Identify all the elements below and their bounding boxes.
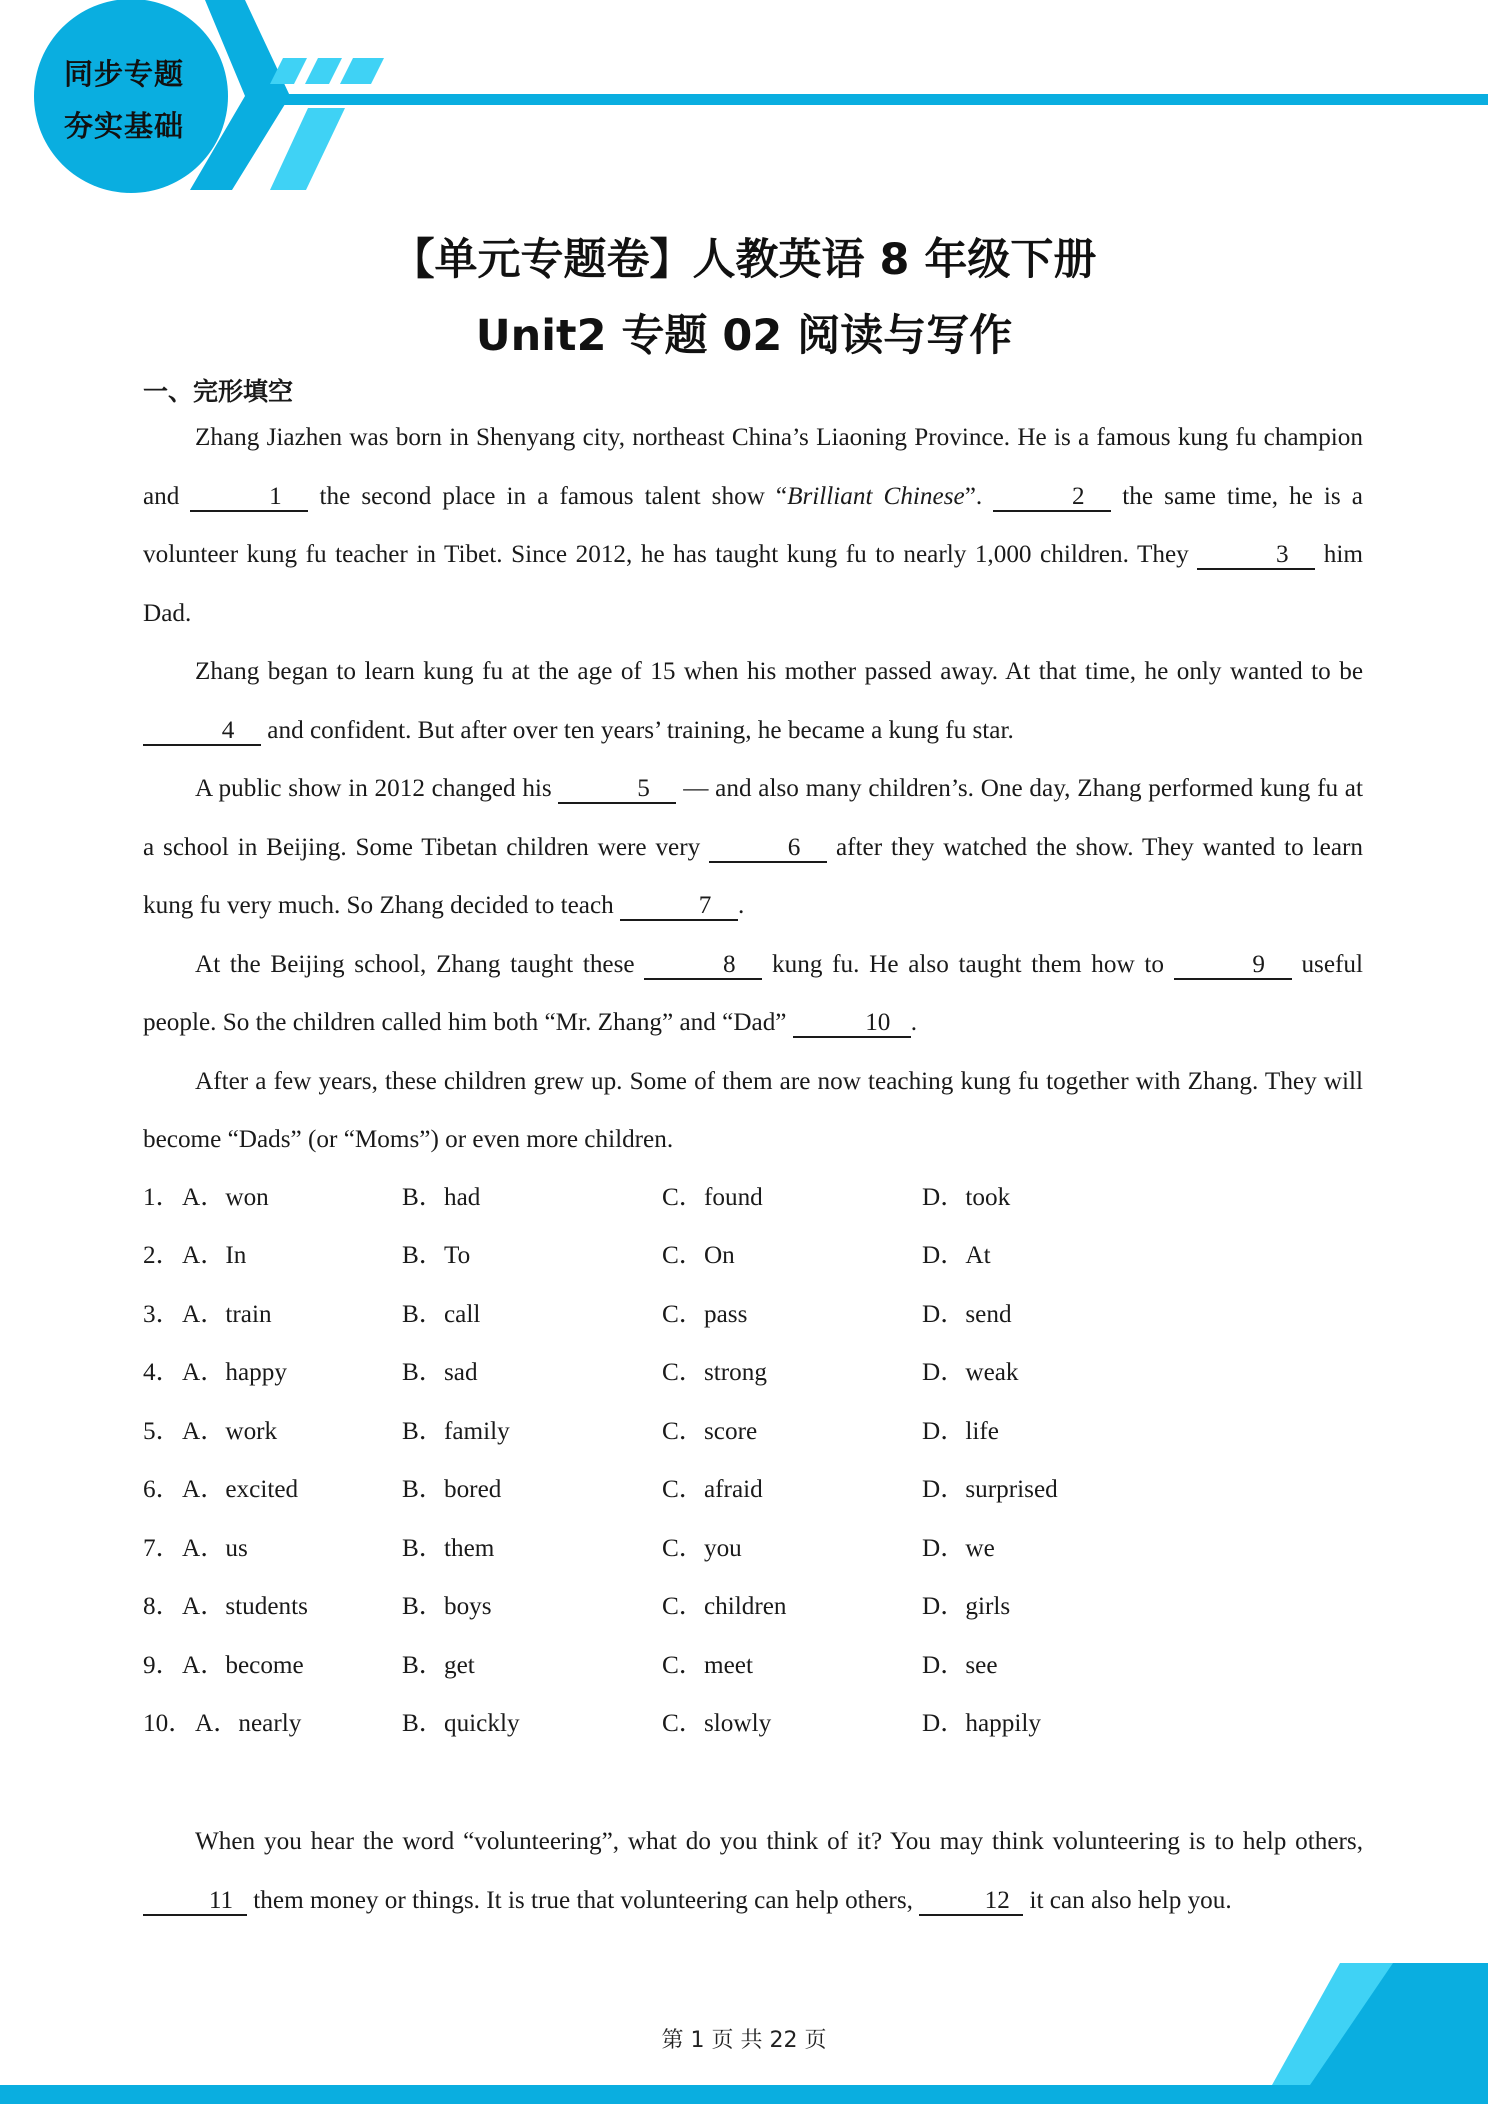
question-number: 7． <box>143 1535 181 1562</box>
paragraph-2 <box>143 643 1363 760</box>
option-d: D．happily <box>922 1710 1041 1737</box>
option-c: C．you <box>662 1535 742 1562</box>
option-a: A．excited <box>182 1476 299 1503</box>
option-a: A．In <box>182 1242 247 1269</box>
option-d: D．we <box>922 1535 995 1562</box>
option-c: C．children <box>662 1593 787 1620</box>
option-d: D．send <box>922 1301 1012 1328</box>
passage-text: ”. <box>964 482 994 510</box>
option-c: C．pass <box>662 1301 748 1328</box>
blank-5: 5 <box>558 776 676 804</box>
option-a: A．happy <box>182 1359 287 1386</box>
option-d: D．girls <box>922 1593 1011 1620</box>
option-c: C．found <box>662 1184 763 1211</box>
passage-text: it can also help you. <box>1023 1886 1232 1914</box>
blank-1: 1 <box>190 484 308 512</box>
header-stripe-2 <box>305 58 342 84</box>
option-a: A．become <box>182 1652 304 1679</box>
option-a: A．work <box>182 1418 278 1445</box>
option-c: C．On <box>662 1242 735 1269</box>
passage-text: the same time, he is a volunteer kung fu teacher in Tibet. Since 2012, he has taught kung fu to nearly 1,000 children. They <box>143 482 1363 568</box>
volunteering-passage <box>143 1813 1363 1930</box>
passage-text: When you hear the word “volunteering”, what do you think of it? You may think volunteering is to help others, <box>195 1828 1363 1855</box>
question-number: 3． <box>143 1301 181 1328</box>
footer-rule <box>0 2085 1488 2104</box>
question-number: 1． <box>143 1184 181 1211</box>
option-c: C．strong <box>662 1359 767 1386</box>
blank-3: 3 <box>1197 542 1315 570</box>
paragraph-3 <box>143 760 1363 936</box>
passage-text: A public show in 2012 changed his <box>195 775 559 802</box>
option-b: B．call <box>402 1301 481 1328</box>
page-title: 【单元专题卷】人教英语 8 年级下册 <box>391 235 1097 285</box>
option-a: A．students <box>182 1593 308 1620</box>
passage-text: the second place in a famous talent show “ <box>308 482 788 510</box>
question-number: 2． <box>143 1242 181 1269</box>
badge-line-1: 同步专题 <box>63 57 184 91</box>
question-number: 5． <box>143 1418 181 1445</box>
passage-text: him Dad. <box>143 541 1363 627</box>
cloze-passage <box>143 409 1363 1170</box>
option-c: C．afraid <box>662 1476 763 1503</box>
passage-text: After a few years, these children grew up. Some of them are now teaching kung fu together with Zhang. They will become “Dads” (or “Moms”) or even more children. <box>143 1067 1363 1153</box>
passage-text: Zhang Jiazhen was born in Shenyang city, northeast China’s Liaoning Province. He is a famous kung fu champion and <box>143 424 1363 510</box>
header-badge <box>34 0 228 193</box>
option-b: B．them <box>402 1535 495 1562</box>
option-d: D．see <box>922 1652 998 1679</box>
blank-12: 12 <box>919 1888 1023 1916</box>
paragraph-5 <box>143 1053 1363 1170</box>
passage-text: and confident. But after over ten years’ training, he became a kung fu star. <box>261 716 1014 744</box>
option-b: B．To <box>402 1242 471 1269</box>
blank-6: 6 <box>709 835 827 863</box>
option-a: A．won <box>182 1184 269 1211</box>
option-b: B．had <box>402 1184 481 1211</box>
option-b: B．bored <box>402 1476 502 1503</box>
question-number: 4． <box>143 1359 181 1386</box>
option-d: D．took <box>922 1184 1011 1211</box>
option-d: D．life <box>922 1418 999 1445</box>
show-title: Brilliant Chinese <box>787 482 965 510</box>
option-a: A．train <box>182 1301 272 1328</box>
header-light-slash <box>270 108 345 190</box>
question-number: 9． <box>143 1652 181 1679</box>
option-a: A．us <box>182 1535 248 1562</box>
page-subtitle: Unit2 专题 02 阅读与写作 <box>475 311 1013 361</box>
option-d: D．At <box>922 1242 991 1269</box>
paragraph-1 <box>143 409 1363 643</box>
question-number: 6． <box>143 1476 181 1503</box>
option-b: B．sad <box>402 1359 478 1386</box>
paragraph-4 <box>143 936 1363 1053</box>
passage-text: them money or things. It is true that volunteering can help others, <box>247 1886 920 1914</box>
option-c: C．slowly <box>662 1710 772 1737</box>
badge-line-2: 夯实基础 <box>63 109 184 143</box>
blank-11: 11 <box>143 1888 247 1916</box>
header-rule <box>250 94 1488 105</box>
passage-text: kung fu. He also taught them how to <box>762 950 1174 978</box>
blank-9: 9 <box>1174 952 1292 980</box>
option-b: B．family <box>402 1418 510 1445</box>
question-number: 8． <box>143 1593 181 1620</box>
section-heading: 一、完形填空 <box>143 377 294 406</box>
question-number: 10． <box>143 1710 194 1737</box>
passage-text: . <box>910 1009 918 1036</box>
passage-text: At the Beijing school, Zhang taught these <box>195 950 645 978</box>
blank-2: 2 <box>993 484 1111 512</box>
blank-10: 10 <box>793 1010 911 1038</box>
passage-text: — and also many children’s. One day, Zhang performed kung fu at a school in Beijing. Some Tibetan children were very <box>143 775 1363 861</box>
option-b: B．quickly <box>402 1710 520 1737</box>
header-stripe-3 <box>340 58 384 84</box>
passage-text: Zhang began to learn kung fu at the age of 15 when his mother passed away. At that time, he only wanted to be <box>195 658 1363 685</box>
option-d: D．weak <box>922 1359 1019 1386</box>
option-b: B．get <box>402 1652 475 1679</box>
blank-8: 8 <box>644 952 762 980</box>
option-c: C．meet <box>662 1652 753 1679</box>
option-c: C．score <box>662 1418 758 1445</box>
blank-7: 7 <box>620 893 738 921</box>
option-d: D．surprised <box>922 1476 1058 1503</box>
passage-text: useful people. So the children called him both “Mr. Zhang” and “Dad” <box>143 950 1363 1036</box>
blank-4: 4 <box>143 718 261 746</box>
option-a: A．nearly <box>195 1710 302 1737</box>
passage-text: . <box>738 892 745 919</box>
passage-text: after they watched the show. They wanted to learn kung fu very much. So Zhang decided to teach <box>143 833 1363 919</box>
page-number: 第 1 页 共 22 页 <box>661 2028 827 2053</box>
paragraph-6 <box>143 1813 1363 1930</box>
option-b: B．boys <box>402 1593 492 1620</box>
